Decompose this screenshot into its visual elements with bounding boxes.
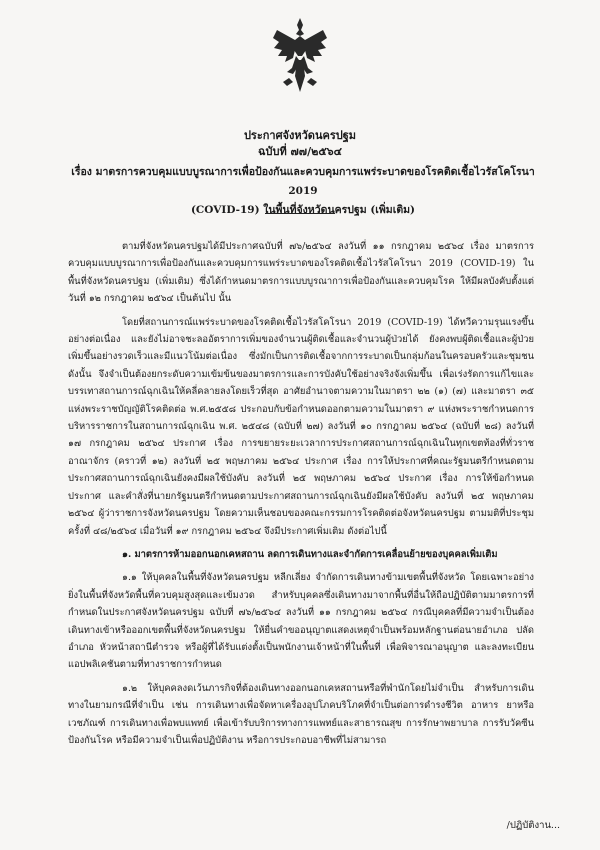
paragraph-reference: ตามที่จังหวัดนครปฐมได้มีประกาศฉบับที่ ๗๖/๒๕๖๔ ลงวันที่ ๑๑ กรกฎาคม ๒๕๖๔ เรื่อง มาตรการควบคุมแบบบูรณาการเพื่อป้องกันและควบคุมการแพร่ระบาดของโรคติดเชื้อไวรัสโคโรนา 2019 (COVID-19) ในพื้นที่จังหวัดนครปฐม (เพิ่มเติม) ซึ่งได้กำหนดมาตรการแบบบูรณาการเพื่อป้องกันและควบคุมโรค ให้มีผลบังคับตั้งแต่วันที่ ๑๒ กรกฎาคม ๒๕๖๔ เป็นต้นไป นั้น xyxy=(68,241,534,305)
subject-block xyxy=(68,163,538,220)
paragraph-situation: โดยที่สถานการณ์แพร่ระบาดของโรคติดเชื้อไวรัสโคโรนา 2019 (COVID-19) ได้ทวีความรุนแรงขึ้นอย่างต่อเนื่อง และยังไม่อาจชะลออัตราการเพิ่มของจำนวนผู้ติดเชื้อและจำนวนผู้ป่วยได้ ยังคงพบผู้ติดเชื้อและผู้ป่วยเพิ่มขึ้นอย่างรวดเร็วและมีแนวโน้มต่อเนื่อง ซึ่งมักเป็นการติดเชื้อจากการระบาดเป็นกลุ่มก้อนในครอบครัวและชุมชน ดังนั้น จึงจำเป็นต้องยกระดับความเข้มข้นของมาตรการและการบังคับใช้อย่างจริงจังเพิ่มขึ้น เพื่อเร่งรัดการแก้ไขและบรรเทาสถานการณ์ฉุกเฉินให้คลี่คลายลงโดยเร็วที่สุด อาศัยอำนาจตามความในมาตรา ๒๒ (๑) (๗) และมาตรา ๓๕ แห่งพระราชบัญญัติโรคติดต่อ พ.ศ.๒๕๕๘ ประกอบกับข้อกำหนดออกตามความในมาตรา ๙ แห่งพระราชกำหนดการบริหารราชการในสถานการณ์ฉุกเฉิน พ.ศ. ๒๕๔๘ (ฉบับที่ ๒๗) ลงวันที่ ๑๐ กรกฎาคม ๒๕๖๔ (ฉบับที่ ๒๘) ลงวันที่ ๑๗ กรกฎาคม ๒๕๖๔ ประกาศ เรื่อง การขยายระยะเวลาการประกาศสถานการณ์ฉุกเฉินในทุกเขตท้องที่ทั่วราชอาณาจักร (คราวที่ ๑๒) ลงวันที่ ๒๕ พฤษภาคม ๒๕๖๔ ประกาศ เรื่อง การให้ประกาศที่คณะรัฐมนตรีกำหนดตามประกาศสถานการณ์ฉุกเฉินยังคงมีผลใช้บังคับ ลงวันที่ ๒๕ พฤษภาคม ๒๕๖๔ ประกาศ เรื่อง การให้ข้อกำหนด ประกาศ และคำสั่งที่นายกรัฐมนตรีกำหนดตามประกาศสถานการณ์ฉุกเฉินยังมีผลใช้บังคับ ลงวันที่ ๒๕ พฤษภาคม ๒๕๖๔ ผู้ว่าราชการจังหวัดนครปฐม โดยความเห็นชอบของคณะกรรมการโรคติดต่อจังหวัดนครปฐม ตามมติที่ประชุมครั้งที่ ๔๘/๒๕๖๔ เมื่อวันที่ ๑๙ กรกฎาคม ๒๕๖๔ จึงมีประกาศเพิ่มเติม ดังต่อไปนี้ xyxy=(68,316,534,537)
announcement-body xyxy=(68,238,534,755)
garuda-emblem-icon xyxy=(271,16,329,94)
title-divider xyxy=(265,213,335,214)
continued-marker: /ปฏิบัติงาน... xyxy=(506,820,560,831)
paragraph-1-2: ๑.๒ ให้บุคคลงดเว้นภารกิจที่ต้องเดินทางออกนอกเคหสถานหรือที่พำนักโดยไม่จำเป็น สำหรับการเดินทางในยามกรณีที่จำเป็น เช่น การเดินทางเพื่อจัดหาเครื่องอุปโภคบริโภคที่จำเป็นต่อการดำรงชีวิต อาหาร ยาหรือเวชภัณฑ์ การเดินทางเพื่อพบแพทย์ เพื่อเข้ารับบริการทางการแพทย์และสาธารณสุข การรักษาพยาบาล การรับวัคซีนป้องกันโรค หรือมีความจำเป็นเพื่อปฏิบัติงาน หรือการประกอบอาชีพที่ไม่สามารถ xyxy=(68,682,534,746)
section-1-title: ๑. มาตรการห้ามออกนอกเคหสถาน ลดการเดินทางและจำกัดการเคลื่อนย้ายของบุคคลเพิ่มเติม xyxy=(122,548,498,560)
announcement-header xyxy=(0,128,600,160)
paragraph-1-1: ๑.๑ ให้บุคคลในพื้นที่จังหวัดนครปฐม หลีกเลี่ยง จำกัดการเดินทางข้ามเขตพื้นที่จังหวัด โดยเฉพาะอย่างยิ่งในพื้นที่จังหวัดพื้นที่ควบคุมสูงสุดและเข้มงวด สำหรับบุคคลซึ่งเดินทางมาจากพื้นที่อื่นให้ถือปฏิบัติตามมาตรการที่กำหนดในประกาศจังหวัดนครปฐม ฉบับที่ ๗๖/๒๕๖๔ ลงวันที่ ๑๑ กรกฎาคม ๒๕๖๔ กรณีบุคคลที่มีความจำเป็นต้องเดินทางเข้าหรือออกเขตพื้นที่จังหวัดนครปฐม ให้ยื่นคำขออนุญาตแสดงเหตุจำเป็นพร้อมหลักฐานต่อนายอำเภอ ปลัดอำเภอ หัวหน้าสถานีตำรวจ หรือผู้ที่ได้รับแต่งตั้งเป็นพนักงานเจ้าหน้าที่ในพื้นที่ เพื่อพิจารณาอนุญาต และลงทะเบียนแอปพลิเคชันตามที่ทางราชการกำหนด xyxy=(68,572,534,671)
issuer-title: ประกาศจังหวัดนครปฐม xyxy=(243,129,357,142)
subject-line-1: เรื่อง มาตรการควบคุมแบบบูรณาการเพื่อป้องกันและควบคุมการแพร่ระบาดของโรคติดเชื้อไวรัสโคโรนา 2019 xyxy=(71,166,535,197)
announcement-number: ฉบับที่ ๗๗/๒๕๖๔ xyxy=(258,145,342,158)
subject-line-2: (COVID-19) ในพื้นที่จังหวัดนครปฐม (เพิ่มเติม) xyxy=(190,204,416,216)
